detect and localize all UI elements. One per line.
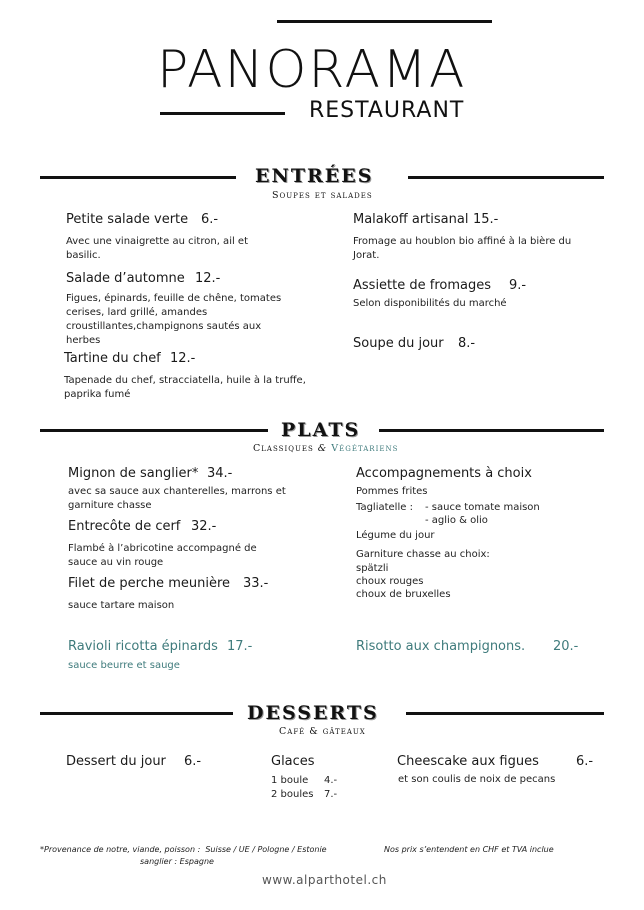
menu-item-name: Filet de perche meunière	[68, 576, 230, 591]
menu-item-name: Ravioli ricotta épinards	[68, 639, 218, 654]
sides-title: Accompagnements à choix	[356, 466, 532, 481]
entrees-rule-left	[40, 176, 236, 179]
menu-item-name: Glaces	[271, 754, 315, 769]
plats-subtitle-vegetariens: Végétariens	[331, 443, 399, 454]
menu-item-price: 8.-	[458, 336, 476, 351]
menu-item-price: 17.-	[227, 639, 253, 654]
plats-title: PLATS	[281, 419, 361, 441]
menu-item-price: 32.-	[191, 519, 217, 534]
menu-item-price: 9.-	[509, 278, 527, 293]
menu-item-name: Tartine du chef	[64, 351, 161, 366]
desserts-rule-right	[406, 712, 604, 715]
menu-item-price: 6.-	[201, 212, 219, 227]
desserts-rule-left	[40, 712, 233, 715]
plats-subtitle-classiques: Classiques	[253, 443, 314, 454]
menu-item-desc: avec sa sauce aux chanterelles, marrons et garniture chasse	[68, 486, 286, 511]
provenance-note-line1: *Provenance de notre, viande, poisson : Suisse / UE / Pologne / Estonie	[40, 845, 327, 854]
menu-item-price: 12.-	[170, 351, 196, 366]
prices-note: Nos prix s’entendent en CHF et TVA inclue	[384, 845, 554, 854]
entrees-rule-right	[408, 176, 604, 179]
menu-item-price: 6.-	[184, 754, 202, 769]
plats-subtitle-amp: &	[317, 443, 328, 454]
glaces-row1-label: 1 boule	[271, 775, 309, 786]
menu-item-name: Entrecôte de cerf	[68, 519, 181, 534]
sides-garniture-3: choux de bruxelles	[356, 589, 451, 600]
plats-subtitle	[253, 444, 398, 454]
menu-item-price: 33.-	[243, 576, 269, 591]
provenance-note-line2: sanglier : Espagne	[140, 857, 214, 866]
menu-item-name: Risotto aux champignons.	[356, 639, 526, 654]
menu-item-desc: et son coulis de noix de pecans	[398, 774, 556, 785]
menu-item-desc: Fromage au houblon bio affiné à la bière du Jorat.	[353, 236, 572, 261]
menu-item-desc: Selon disponibilités du marché	[353, 298, 507, 309]
sides-garniture-title: Garniture chasse au choix:	[356, 549, 490, 560]
menu-item-name: Assiette de fromages	[353, 278, 491, 293]
sides-tagliatelle-2: - aglio & olio	[425, 515, 488, 526]
menu-item-desc: Tapenade du chef, stracciatella, huile à la truffe, paprika fumé	[64, 375, 306, 400]
menu-item-name: Malakoff artisanal	[353, 212, 469, 227]
menu-item-name: Salade d’automne	[66, 271, 185, 286]
glaces-row1-price: 4.-	[324, 775, 338, 786]
logo-bottom-rule	[160, 112, 285, 115]
glaces-row2-label: 2 boules	[271, 789, 314, 800]
sides-garniture-1: spätzli	[356, 563, 389, 574]
menu-item-desc: sauce tartare maison	[68, 600, 175, 611]
menu-item-name: Soupe du jour	[353, 336, 444, 351]
plats-rule-left	[40, 429, 268, 432]
plats-rule-right	[379, 429, 604, 432]
menu-item-price: 20.-	[553, 639, 579, 654]
sides-tagliatelle-label: Tagliatelle :	[356, 502, 413, 513]
menu-item-name: Petite salade verte	[66, 212, 189, 227]
logo-name: PANORAMA	[157, 40, 467, 100]
menu-item-name: Dessert du jour	[66, 754, 166, 769]
menu-item-desc: Figues, épinards, feuille de chêne, tomates cerises, lard grillé, amandes croustillantes,champignons sautés aux herbes	[66, 293, 282, 346]
website-link[interactable]: www.alparthotel.ch	[262, 873, 387, 887]
logo-sub: RESTAURANT	[309, 98, 465, 123]
desserts-title: DESSERTS	[247, 702, 379, 724]
glaces-row2-price: 7.-	[324, 789, 338, 800]
menu-item-name: Cheescake aux figues	[397, 754, 539, 769]
menu-item-price: 6.-	[576, 754, 594, 769]
logo-top-rule	[277, 20, 492, 23]
entrees-subtitle: Soupes et salades	[272, 190, 373, 201]
menu-item-name: Mignon de sanglier*	[68, 466, 199, 481]
sides-garniture-2: choux rouges	[356, 576, 424, 587]
sides-legume: Légume du jour	[356, 530, 435, 541]
menu-item-desc: Flambé à l’abricotine accompagné de sauce au vin rouge	[68, 543, 257, 568]
menu-item-price: 15.-	[473, 212, 499, 227]
menu-item-desc: sauce beurre et sauge	[68, 660, 180, 671]
entrees-title: ENTRÉES	[255, 165, 374, 187]
desserts-subtitle: Café & gâteaux	[279, 726, 366, 737]
menu-item-desc: Avec une vinaigrette au citron, ail et basilic.	[66, 236, 248, 261]
sides-tagliatelle-1: - sauce tomate maison	[425, 502, 540, 513]
menu-item-price: 34.-	[207, 466, 233, 481]
sides-frites: Pommes frites	[356, 486, 428, 497]
menu-item-price: 12.-	[195, 271, 221, 286]
